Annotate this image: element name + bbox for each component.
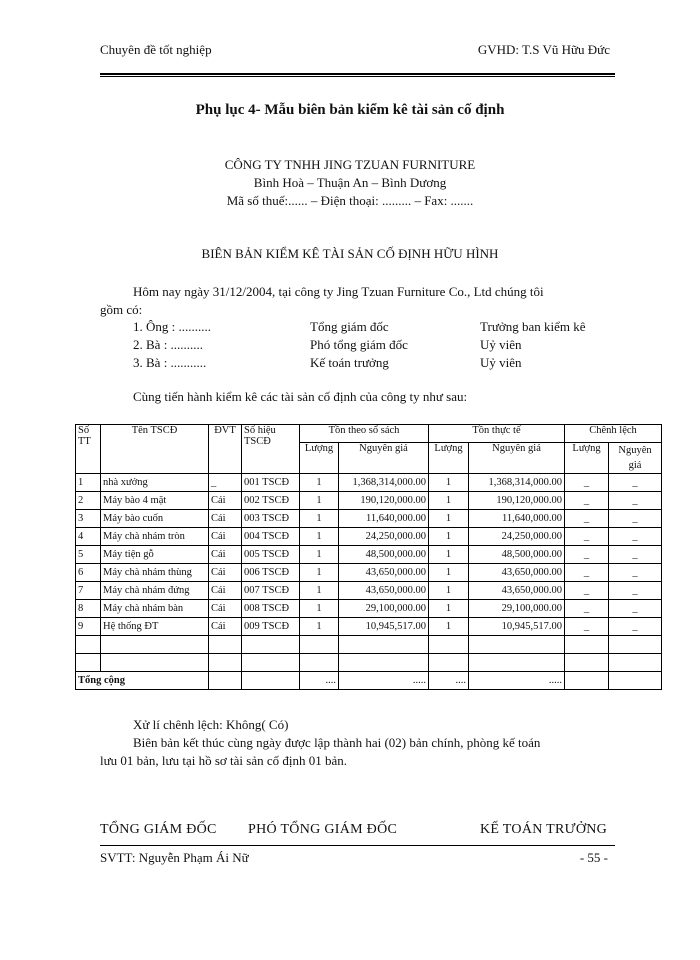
row-code: 002 TSCĐ xyxy=(242,492,300,510)
row-code: 008 TSCĐ xyxy=(242,600,300,618)
row-actual-qty: 1 xyxy=(429,492,469,510)
header-stt: Số TT xyxy=(76,425,101,474)
total-row xyxy=(76,672,662,690)
member-role: Uỷ viên xyxy=(480,337,522,352)
difference-handling: Xử lí chênh lệch: Không( Có) xyxy=(133,717,289,732)
row-diff-cost: _ xyxy=(609,582,662,600)
row-stt: 4 xyxy=(76,528,101,546)
row-book-cost: 48,500,000.00 xyxy=(339,546,429,564)
header-right: GVHD: T.S Vũ Hữu Đức xyxy=(477,42,610,57)
row-book-qty: 1 xyxy=(300,474,339,492)
row-book-cost: 29,100,000.00 xyxy=(339,600,429,618)
header-rule xyxy=(100,73,615,75)
row-unit: Cái xyxy=(209,546,242,564)
row-diff-qty: _ xyxy=(565,528,609,546)
empty-row xyxy=(76,636,662,654)
row-stt: 2 xyxy=(76,492,101,510)
row-book-cost: 43,650,000.00 xyxy=(339,564,429,582)
member-name: 1. Ông : .......... xyxy=(133,319,211,334)
row-actual-cost: 11,640,000.00 xyxy=(469,510,565,528)
row-stt: 7 xyxy=(76,582,101,600)
total-label: Tổng cộng xyxy=(76,672,209,690)
row-book-qty: 1 xyxy=(300,528,339,546)
intro-line-1: Hôm nay ngày 31/12/2004, tại công ty Jing Tzuan Furniture Co., Ltd chúng tôi xyxy=(133,284,544,299)
row-actual-cost: 24,250,000.00 xyxy=(469,528,565,546)
row-unit: Cái xyxy=(209,510,242,528)
row-stt: 5 xyxy=(76,546,101,564)
row-stt: 6 xyxy=(76,564,101,582)
row-unit: Cái xyxy=(209,492,242,510)
footer-student: SVTT: Nguyễn Phạm Ái Nữ xyxy=(100,850,249,865)
row-diff-qty: _ xyxy=(565,564,609,582)
row-book-cost: 11,640,000.00 xyxy=(339,510,429,528)
row-diff-cost: _ xyxy=(609,600,662,618)
member-name: 2. Bà : .......... xyxy=(133,337,204,352)
row-actual-cost: 1,368,314,000.00 xyxy=(469,474,565,492)
header-actual-qty: Lượng xyxy=(429,443,469,474)
row-unit: _ xyxy=(209,474,242,492)
row-diff-cost: _ xyxy=(609,510,662,528)
total-actual-qty: .... xyxy=(429,672,469,690)
company-name: CÔNG TY TNHH JING TZUAN FURNITURE xyxy=(224,157,476,172)
footer-page-number: - 55 - xyxy=(579,850,608,865)
row-unit: Cái xyxy=(209,528,242,546)
member-position: Tổng giám đốc xyxy=(310,319,389,334)
header-left: Chuyên đề tốt nghiệp xyxy=(100,42,212,57)
table-row xyxy=(76,618,662,636)
header-actual: Tồn thực tế xyxy=(429,425,565,443)
row-diff-cost: _ xyxy=(609,492,662,510)
row-book-cost: 24,250,000.00 xyxy=(339,528,429,546)
row-diff-cost: _ xyxy=(609,474,662,492)
row-diff-qty: _ xyxy=(565,618,609,636)
row-unit: Cái xyxy=(209,582,242,600)
table-row xyxy=(76,600,662,618)
appendix-title: Phụ lục 4- Mẫu biên bản kiểm kê tài sản cố định xyxy=(195,102,505,118)
member-name: 3. Bà : ........... xyxy=(133,355,207,370)
row-code: 006 TSCĐ xyxy=(242,564,300,582)
table-row xyxy=(76,492,662,510)
member-role: Trưởng ban kiểm kê xyxy=(480,319,586,334)
row-code: 009 TSCĐ xyxy=(242,618,300,636)
row-code: 001 TSCĐ xyxy=(242,474,300,492)
row-book-qty: 1 xyxy=(300,546,339,564)
row-code: 007 TSCĐ xyxy=(242,582,300,600)
row-diff-qty: _ xyxy=(565,510,609,528)
row-book-qty: 1 xyxy=(300,492,339,510)
row-stt: 1 xyxy=(76,474,101,492)
member-position: Kế toán trưởng xyxy=(310,355,389,370)
row-name: Máy chà nhám bàn xyxy=(101,600,209,618)
row-stt: 9 xyxy=(76,618,101,636)
row-actual-cost: 43,650,000.00 xyxy=(469,582,565,600)
header-book-qty: Lượng xyxy=(300,443,339,474)
row-diff-qty: _ xyxy=(565,546,609,564)
row-actual-qty: 1 xyxy=(429,582,469,600)
member-position: Phó tổng giám đốc xyxy=(310,337,408,352)
table-row xyxy=(76,474,662,492)
footer-rule xyxy=(100,845,615,846)
row-book-qty: 1 xyxy=(300,582,339,600)
row-code: 005 TSCĐ xyxy=(242,546,300,564)
company-contact: Mã số thuế:...... – Điện thoại: ......... – Fax: ....... xyxy=(226,193,474,208)
row-book-qty: 1 xyxy=(300,618,339,636)
row-actual-qty: 1 xyxy=(429,546,469,564)
table-row xyxy=(76,510,662,528)
total-actual-cost: ..... xyxy=(469,672,565,690)
row-name: Hệ thống ĐT xyxy=(101,618,209,636)
row-unit: Cái xyxy=(209,618,242,636)
row-name: Máy bào 4 mặt xyxy=(101,492,209,510)
header-name: Tên TSCĐ xyxy=(101,425,209,474)
signature-deputy-director: PHÓ TỔNG GIÁM ĐỐC xyxy=(248,822,398,837)
signature-general-director: TỔNG GIÁM ĐỐC xyxy=(100,822,217,837)
header-diff: Chênh lệch xyxy=(565,425,662,443)
row-actual-cost: 29,100,000.00 xyxy=(469,600,565,618)
row-book-qty: 1 xyxy=(300,510,339,528)
header-diff-cost: Nguyên giá xyxy=(609,443,662,474)
row-book-qty: 1 xyxy=(300,564,339,582)
header-book-cost: Nguyên giá xyxy=(339,443,429,474)
row-actual-qty: 1 xyxy=(429,474,469,492)
row-name: Máy chà nhám đứng xyxy=(101,582,209,600)
empty-row xyxy=(76,654,662,672)
header-rule-thin xyxy=(100,76,615,77)
table-body xyxy=(76,474,662,636)
header-actual-cost: Nguyên giá xyxy=(469,443,565,474)
row-diff-cost: _ xyxy=(609,564,662,582)
row-diff-cost: _ xyxy=(609,618,662,636)
inventory-intro: Cùng tiến hành kiểm kê các tài sản cố định của công ty như sau: xyxy=(133,389,468,404)
row-actual-cost: 48,500,000.00 xyxy=(469,546,565,564)
row-stt: 3 xyxy=(76,510,101,528)
header-book: Tồn theo sổ sách xyxy=(300,425,429,443)
row-actual-qty: 1 xyxy=(429,618,469,636)
member-role: Uỷ viên xyxy=(480,355,522,370)
signature-chief-accountant: KẾ TOÁN TRƯỞNG xyxy=(480,822,608,837)
row-name: Máy bào cuốn xyxy=(101,510,209,528)
row-diff-cost: _ xyxy=(609,528,662,546)
row-name: Máy tiện gỗ xyxy=(101,546,209,564)
inventory-table xyxy=(75,424,662,690)
row-book-cost: 43,650,000.00 xyxy=(339,582,429,600)
row-name: Máy chà nhám thùng xyxy=(101,564,209,582)
row-diff-qty: _ xyxy=(565,474,609,492)
table-row xyxy=(76,546,662,564)
row-unit: Cái xyxy=(209,600,242,618)
row-actual-qty: 1 xyxy=(429,510,469,528)
row-actual-cost: 10,945,517.00 xyxy=(469,618,565,636)
header-unit: ĐVT xyxy=(209,425,242,474)
header-diff-qty: Lượng xyxy=(565,443,609,474)
row-name: nhà xưởng xyxy=(101,474,209,492)
total-book-qty: .... xyxy=(300,672,339,690)
company-address: Bình Hoà – Thuận An – Bình Dương xyxy=(253,175,447,190)
row-diff-qty: _ xyxy=(565,492,609,510)
row-actual-cost: 190,120,000.00 xyxy=(469,492,565,510)
row-actual-cost: 43,650,000.00 xyxy=(469,564,565,582)
row-book-cost: 10,945,517.00 xyxy=(339,618,429,636)
row-diff-qty: _ xyxy=(565,600,609,618)
row-actual-qty: 1 xyxy=(429,564,469,582)
closing-line-1: Biên bản kết thúc cùng ngày được lập thành hai (02) bản chính, phòng kế toán xyxy=(133,735,541,750)
row-diff-cost: _ xyxy=(609,546,662,564)
header-code: Số hiệu TSCĐ xyxy=(242,425,300,474)
table-header-row xyxy=(76,425,662,443)
row-book-cost: 1,368,314,000.00 xyxy=(339,474,429,492)
table-row xyxy=(76,528,662,546)
row-unit: Cái xyxy=(209,564,242,582)
row-actual-qty: 1 xyxy=(429,528,469,546)
closing-line-2: lưu 01 bản, lưu tại hồ sơ tài sản cố định 01 bản. xyxy=(100,753,347,768)
row-code: 003 TSCĐ xyxy=(242,510,300,528)
table-row xyxy=(76,564,662,582)
row-book-qty: 1 xyxy=(300,600,339,618)
table-row xyxy=(76,582,662,600)
row-stt: 8 xyxy=(76,600,101,618)
row-diff-qty: _ xyxy=(565,582,609,600)
row-code: 004 TSCĐ xyxy=(242,528,300,546)
row-name: Máy chà nhám tròn xyxy=(101,528,209,546)
intro-line-2: gồm có: xyxy=(100,302,143,317)
document-title: BIÊN BẢN KIỂM KÊ TÀI SẢN CỐ ĐỊNH HỮU HÌNH xyxy=(201,246,499,261)
row-book-cost: 190,120,000.00 xyxy=(339,492,429,510)
row-actual-qty: 1 xyxy=(429,600,469,618)
total-book-cost: ..... xyxy=(339,672,429,690)
